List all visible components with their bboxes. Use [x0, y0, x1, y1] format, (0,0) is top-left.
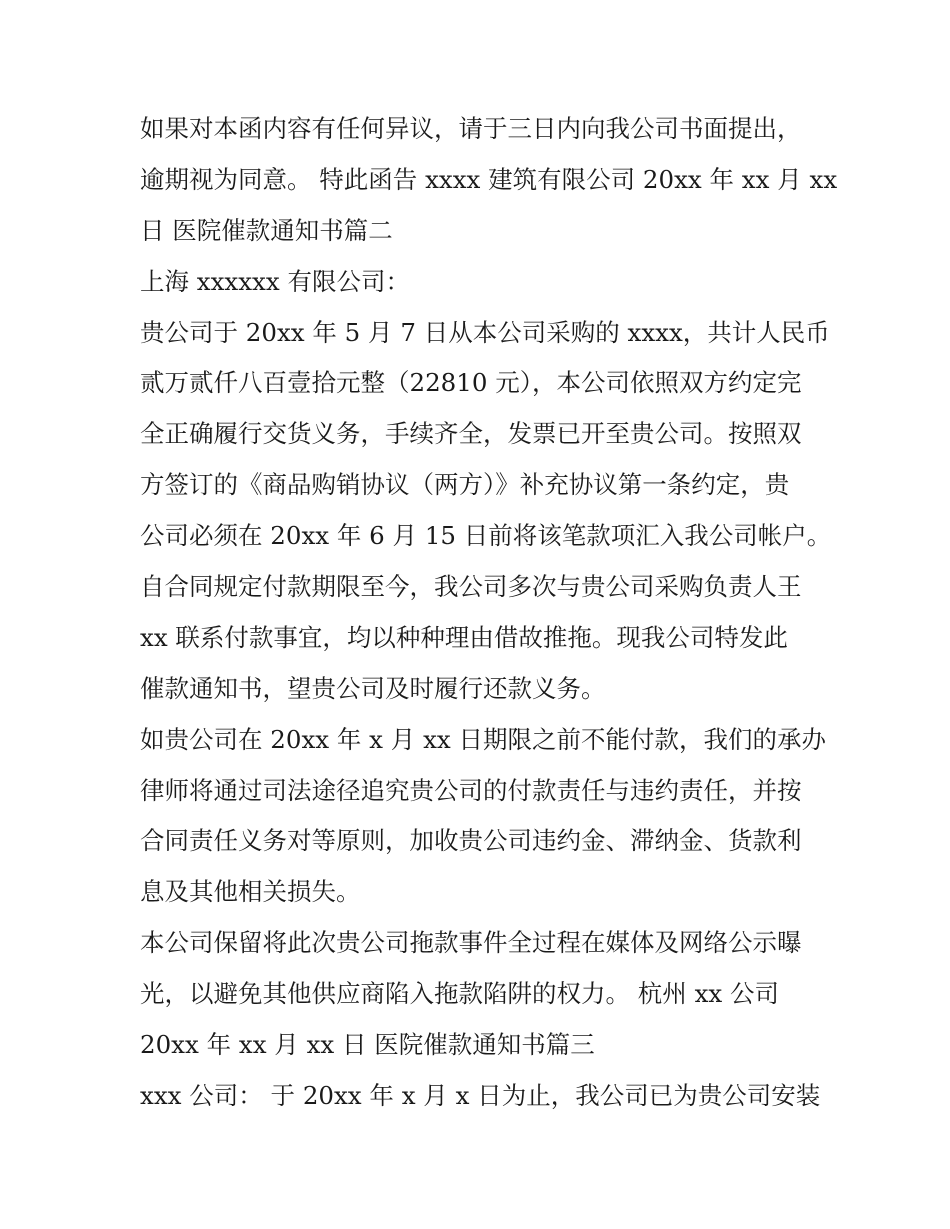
text-line: 公司必须在 20xx 年 6 月 15 日前将该笔款项汇入我公司帐户。 — [140, 521, 832, 551]
text-line: 贵公司于 20xx 年 5 月 7 日从本公司采购的 xxxx，共计人民币 — [140, 317, 830, 347]
text-line: 贰万贰仟八百壹拾元整（22810 元），本公司依照双方约定完 — [140, 368, 802, 398]
text-line: 催款通知书，望贵公司及时履行还款义务。 — [140, 673, 606, 703]
text-line: xxx 公司： 于 20xx 年 x 月 x 日为止，我公司已为贵公司安装 — [140, 1080, 821, 1110]
text-line: 息及其他相关损失。 — [140, 877, 361, 907]
text-line: 如贵公司在 20xx 年 x 月 xx 日期限之前不能付款，我们的承办 — [140, 724, 826, 754]
text-line: 合同责任义务对等原则，加收贵公司违约金、滞纳金、货款利 — [140, 826, 802, 856]
text-line: 本公司保留将此次贵公司拖款事件全过程在媒体及网络公示曝 — [140, 928, 802, 958]
text-line: 光，以避免其他供应商陷入拖款陷阱的权力。 杭州 xx 公司 — [140, 979, 779, 1009]
text-line: 上海 xxxxxx 有限公司： — [140, 266, 410, 296]
text-line: 如果对本函内容有任何异议，请于三日内向我公司书面提出， — [140, 114, 802, 143]
text-line: 逾期视为同意。 特此函告 xxxx 建筑有限公司 20xx 年 xx 月 xx — [140, 164, 838, 194]
text-line: 20xx 年 xx 月 xx 日 医院催款通知书篇三 — [140, 1030, 595, 1060]
text-line: 自合同规定付款期限至今，我公司多次与贵公司采购负责人王 — [140, 572, 802, 602]
text-line: xx 联系付款事宜，均以种种理由借故推拖。现我公司特发此 — [140, 622, 788, 652]
text-line: 方签订的《商品购销协议（两方）》补充协议第一条约定，贵 — [140, 470, 790, 500]
text-line: 日 医院催款通知书篇二 — [140, 215, 393, 245]
text-line: 律师将通过司法途径追究贵公司的付款责任与违约责任，并按 — [140, 775, 802, 805]
text-line: 全正确履行交货义务，手续齐全，发票已开至贵公司。按照双 — [140, 419, 802, 449]
document-body — [140, 104, 838, 1122]
